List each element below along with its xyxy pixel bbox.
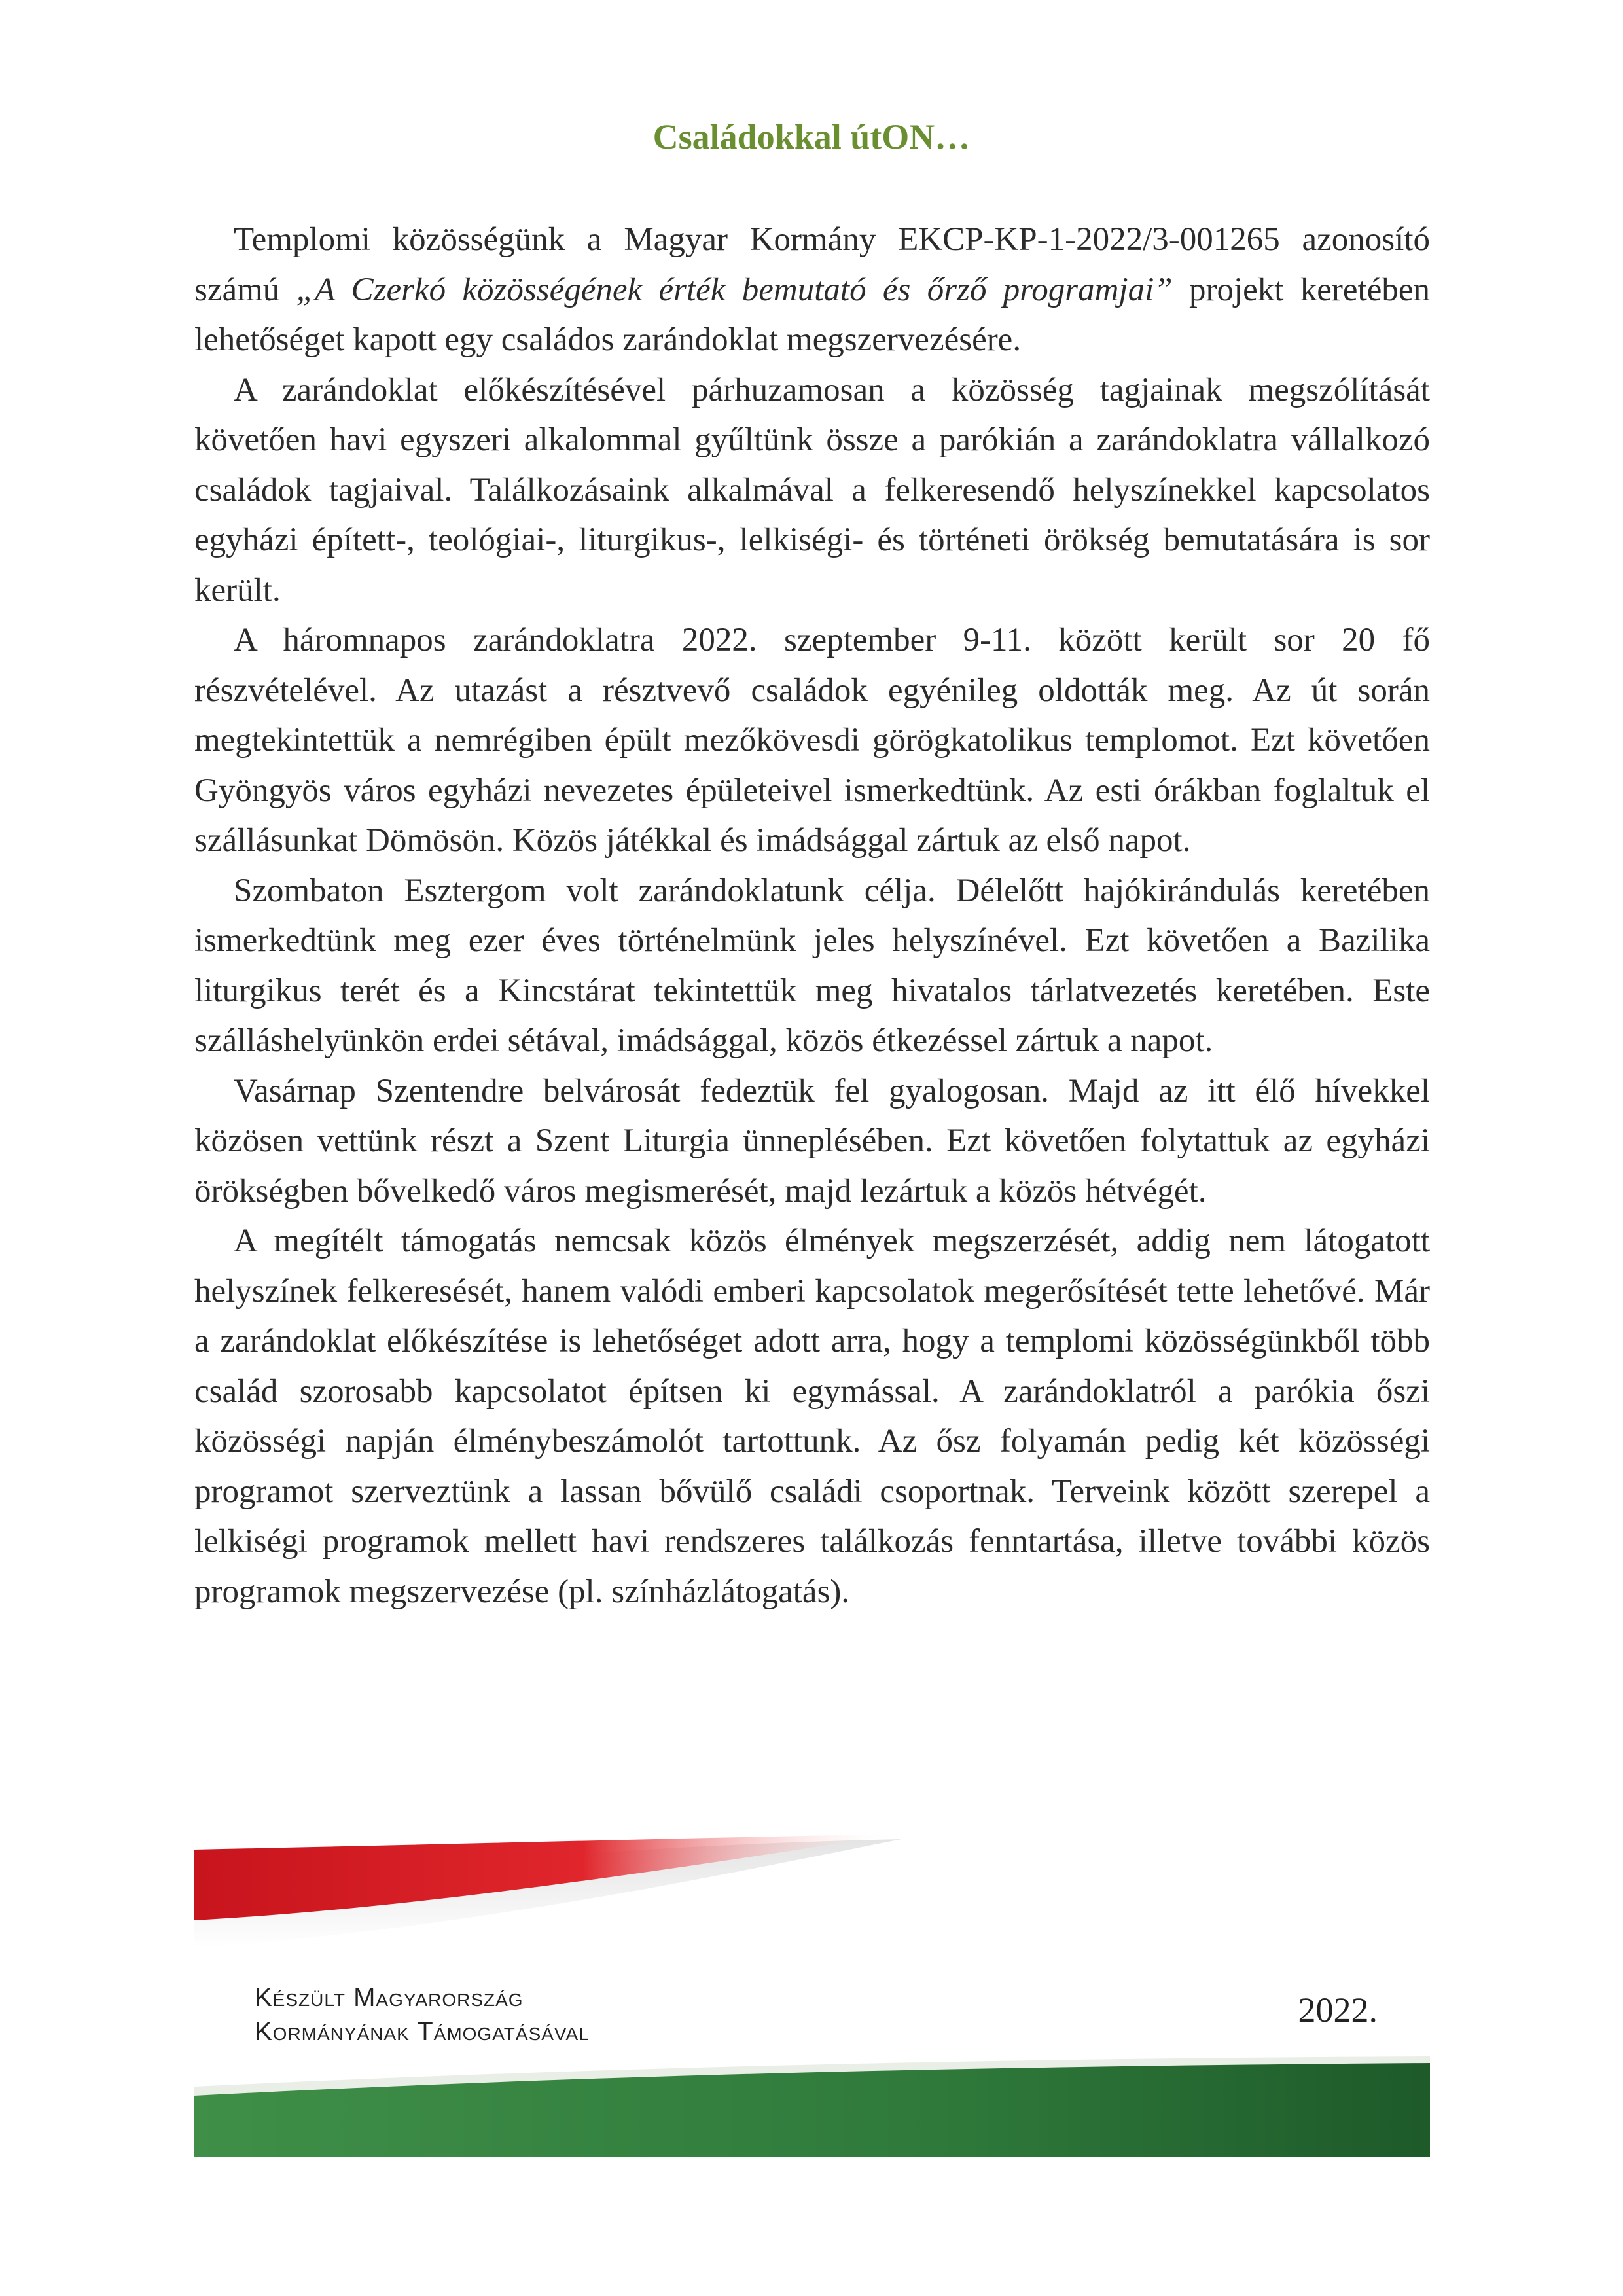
banner-green-band bbox=[194, 2060, 1430, 2157]
paragraph-2: A zarándoklat előkészítésével párhuzamosan a közösség tagjainak megszólítását követően havi egyszeri alkalommal gyűltünk össze a parókián a zarándoklatra vállalkozó családok tagjaival. Találkozásaink alkalmával a felkeresendő helyszínekkel kapcsolatos egyházi épített-, teológiai-, liturgikus-, lelkiségi- és történeti örökség bemutatására is sor került. bbox=[194, 371, 1430, 609]
body-text bbox=[194, 215, 1430, 1617]
paragraph-6: A megítélt támogatás nemcsak közös élmények megszerzését, addig nem látogatott helyszínek felkeresését, hanem valódi emberi kapcsolatok megerősítését tette lehetővé. Már a zarándoklat előkészítése is lehetőséget adott arra, hogy a templomi közösségünkből több család szorosabb kapcsolatot építsen ki egymással. A zarándoklatról a parókia őszi közösségi napján élménybeszámolót tartottunk. Az ősz folyamán pedig két közösségi programot szerveztünk a lassan bővülő családi csoportnak. Terveink között szerepel a lelkiségi programok mellett havi rendszeres találkozás fenntartása, illetve további közös programok megszervezése (pl. színházlátogatás). bbox=[194, 1223, 1430, 1610]
paragraph-1-text: Templomi közösségünk a Magyar Kormány EKCP-KP-1-2022/3-001265 azonosító számú bbox=[194, 221, 1430, 308]
paragraph-1 bbox=[194, 215, 1430, 365]
paragraph-3: A háromnapos zarándoklatra 2022. szeptember 9-11. között került sor 20 fő részvételével. Az utazást a résztvevő családok egyénileg oldották meg. Az út során megtekintettük a nemrégiben épült mezőkövesdi görögkatolikus templomot. Ezt követően Gyöngyös város egyházi nevezetes épületeivel ismerkedtünk. Az esti órákban foglaltuk el szállásunkat Dömösön. Közös játékkal és imádsággal zártuk az első napot. bbox=[194, 622, 1430, 859]
project-title: „A Czerkó közösségének érték bemutató és őrző programjai” bbox=[296, 271, 1173, 308]
page-title: Családokkal útON… bbox=[652, 117, 971, 156]
paragraph-4: Szombaton Esztergom volt zarándoklatunk célja. Délelőtt hajókirándulás keretében ismerkedtünk meg ezer éves történelmünk jeles helyszínével. Ezt követően a Bazilika liturgikus terét és a Kincstárat tekintettük meg hivatalos tárlatvezetés keretében. Este szálláshelyünkön erdei sétával, imádsággal, közös étkezéssel zártuk a napot. bbox=[194, 872, 1430, 1059]
support-line-1: Készült Magyarország bbox=[255, 1983, 524, 2012]
support-banner bbox=[194, 1830, 1430, 2157]
support-line-2: Kormányának Támogatásával bbox=[255, 2017, 590, 2046]
banner-red-stripe bbox=[194, 1834, 901, 1920]
footer-year: 2022. bbox=[1298, 1990, 1378, 2030]
paragraph-5: Vasárnap Szentendre belvárosát fedeztük fel gyalogosan. Majd az itt élő hívekkel közösen vettünk részt a Szent Liturgia ünneplésében. Ezt követően folytattuk az egyházi örökségben bővelkedő város megismerését, majd lezártuk a közös hétvégét. bbox=[194, 1072, 1430, 1210]
paragraph-1-text-end: projekt keretében lehetőséget kapott egy családos zarándoklat megszervezésére. bbox=[194, 271, 1430, 358]
support-text bbox=[255, 1981, 590, 2049]
